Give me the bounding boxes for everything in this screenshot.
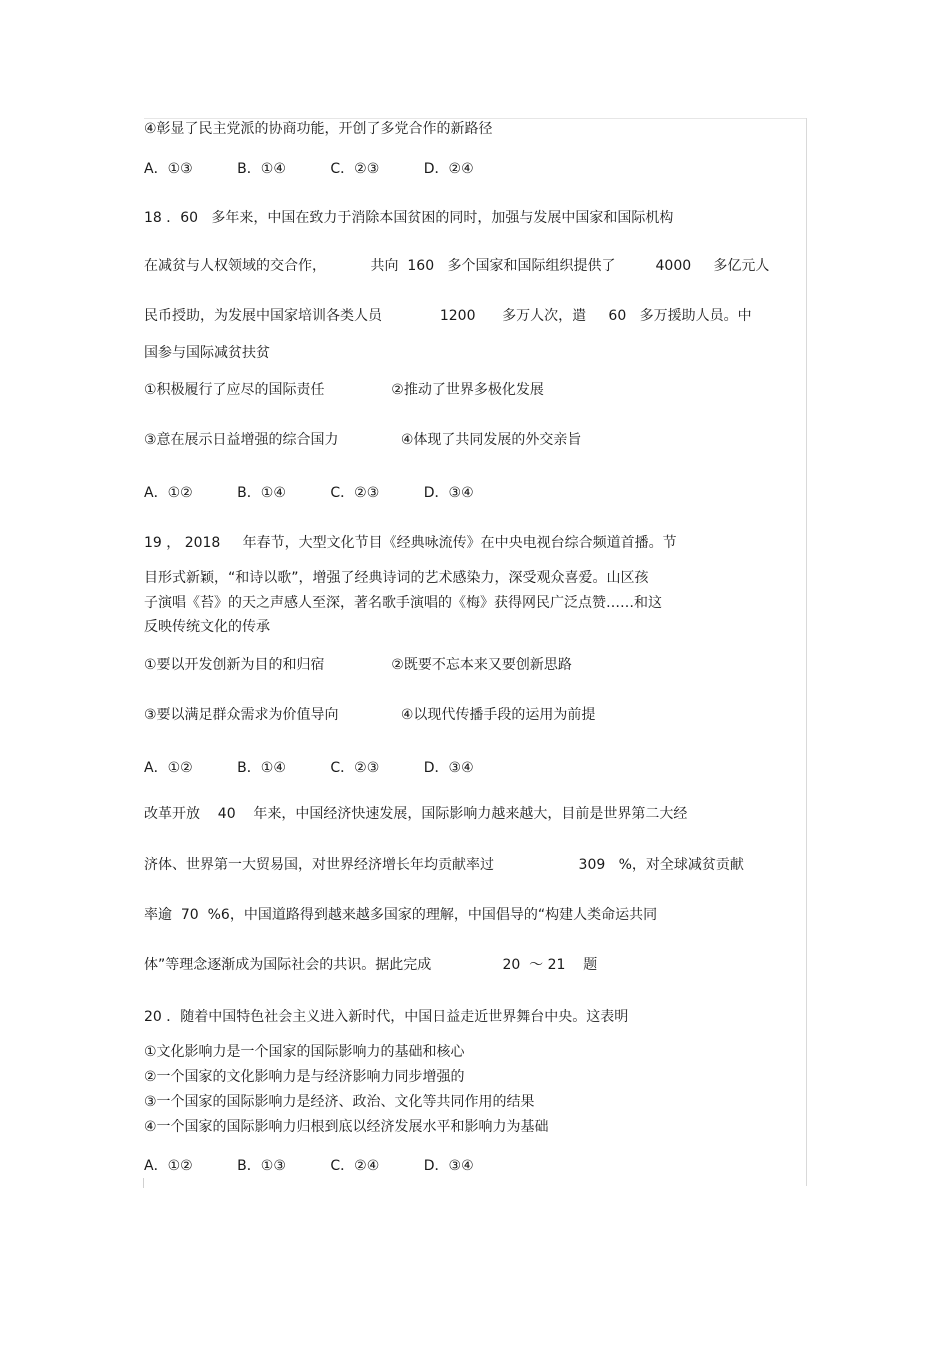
q20-option-4: ④一个国家的国际影响力归根到底以经济发展水平和影响力为基础 [144,1119,549,1135]
q18-stem-line-3: 民币授助，为发展中国家培训各类人员 1200 多万人次，遣 60 多万援助人员。中 [144,308,752,324]
q18-options-1-2: ①积极履行了应尽的国际责任 ②推动了世界多极化发展 [144,382,544,398]
q19-answer-choices: A．①② B．①④ C．②③ D．③④ [144,760,474,776]
q17-answer-choices: A．①③ B．①④ C．②③ D．②④ [144,161,474,177]
q18-options-3-4: ③意在展示日益增强的综合国力 ④体现了共同发展的外交亲旨 [144,432,582,448]
passage-line-4: 体”等理念逐渐成为国际社会的共识。据此完成 20 ～ 21 题 [144,957,598,973]
q20-answer-choices: A．①② B．①③ C．②④ D．③④ [144,1158,474,1174]
q20-option-1: ①文化影响力是一个国家的国际影响力的基础和核心 [144,1044,465,1060]
q18-stem-line-1: 18 ．60 多年来，中国在致力于消除本国贫困的同时，加强与发展中国家和国际机构 [144,210,674,226]
q19-stem-line-3: 子演唱《苔》的天之声感人至深，著名歌手演唱的《梅》获得网民广泛点赞……和这 [144,595,662,611]
q18-answer-choices: A．①② B．①④ C．②③ D．③④ [144,485,474,501]
q20-option-3: ③一个国家的国际影响力是经济、政治、文化等共同作用的结果 [144,1094,535,1110]
q20-stem: 20 ．随着中国特色社会主义进入新时代，中国日益走近世界舞台中央。这表明 [144,1009,629,1025]
page-border-left [143,1178,144,1188]
page-border-top [144,118,806,119]
passage-line-3: 率逾 70 %6，中国道路得到越来越多国家的理解，中国倡导的“构建人类命运共同 [144,907,658,923]
q19-stem-line-2: 目形式新颖，“和诗以歌”，增强了经典诗词的艺术感染力，深受观众喜爱。山区孩 [144,570,649,586]
q20-option-2: ②一个国家的文化影响力是与经济影响力同步增强的 [144,1069,465,1085]
passage-line-2: 济体、世界第一大贸易国，对世界经济增长年均贡献率过 309 %，对全球减贫贡献 [144,857,744,873]
q19-options-3-4: ③要以满足群众需求为价值导向 ④以现代传播手段的运用为前提 [144,707,596,723]
page-border-right [806,118,807,1186]
q19-stem-line-1: 19 ， 2018 年春节，大型文化节目《经典咏流传》在中央电视台综合频道首播。节 [144,535,677,551]
passage-line-1: 改革开放 40 年来，中国经济快速发展，国际影响力越来越大，目前是世界第二大经 [144,806,688,822]
q18-stem-line-4: 国参与国际减贫扶贫 [144,345,270,361]
q17-option-4: ④彰显了民主党派的协商功能，开创了多党合作的新路径 [144,121,493,137]
q19-options-1-2: ①要以开发创新为目的和归宿 ②既要不忘本来又要创新思路 [144,657,572,673]
q18-stem-line-2: 在减贫与人权领域的交合作， 共向 160 多个国家和国际组织提供了 4000 多亿元人 [144,258,770,274]
q19-stem-line-4: 反映传统文化的传承 [144,619,270,635]
